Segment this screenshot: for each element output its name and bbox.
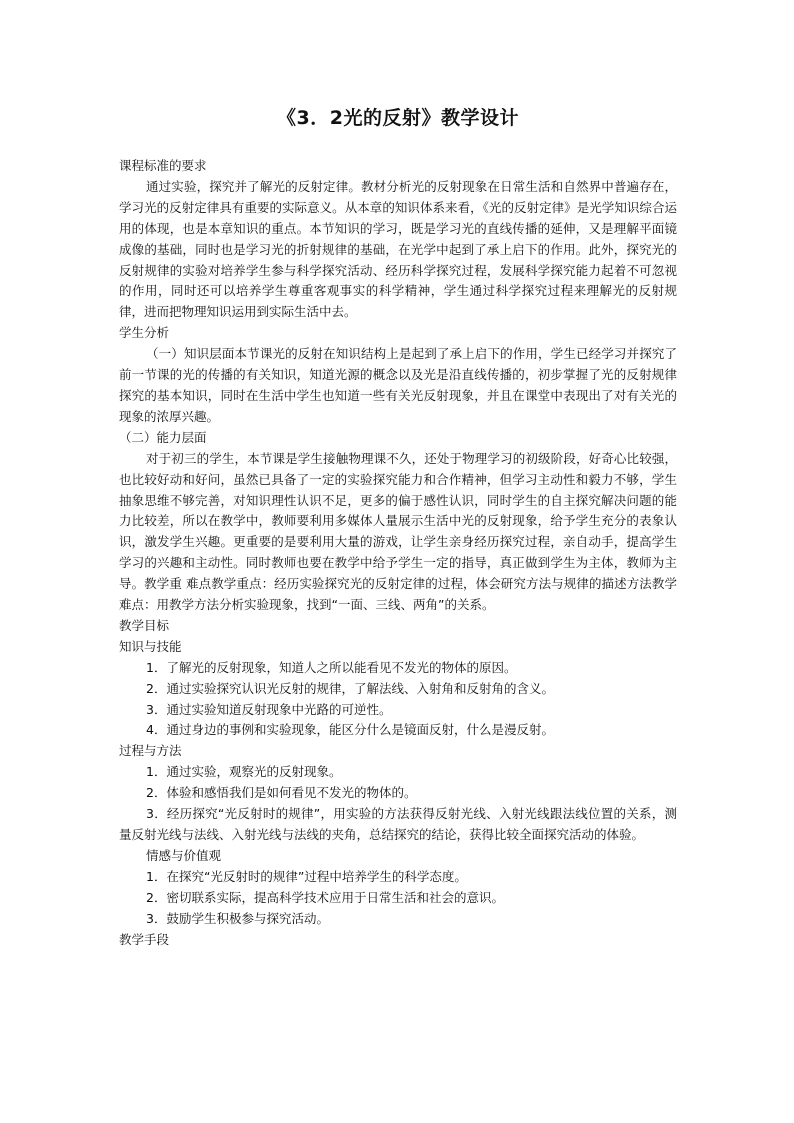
knowledge-skills-heading: 知识与技能 (119, 638, 182, 654)
list-item: 1．了解光的反射现象，知道人之所以能看见不发光的物体的原因。 (146, 659, 517, 675)
list-item: 3．鼓励学生积极参与探究活动。 (146, 910, 329, 926)
document-page (119, 0, 677, 1123)
teaching-goals-heading: 教学目标 (119, 617, 170, 633)
list-item: 2．密切联系实际，提高科学技术应用于日常生活和社会的意识。 (146, 889, 504, 905)
process-method-heading: 过程与方法 (119, 743, 182, 759)
ability-paragraph: 对于初三的学生，本节课是学生接触物理课不久，还处于物理学习的初级阶段，好奇心比较强，也比较好动和好问，虽然已具备了一定的实验探究能力和合作精神，但学习主动性和毅力不够，学生抽象思维不够完善，对知识理性认识不足，更多的偏于感性认识，同时学生的自主探究解决问题的能力比较差，所以在教学中，教师要利用多媒体人量展示生活中光的反射现象，给予学生充分的表象认识，激发学生兴趣。更重要的是要利用大量的游戏，让学生亲身经历探究过程，亲自动手，提高学生学习的兴趣和主动性。同时教师也要在教学中给予学生一定的指导，真正做到学生为主体，教师为主导。教学重 难点教学重点：经历实验探究光的反射定律的过程，体会研究方法与规律的描述方法教学难点：用教学方法分析实验现象，找到“一面、三线、两角”的关系。 (119, 450, 677, 613)
page-title: 《3．2光的反射》教学设计 (277, 107, 519, 129)
curriculum-paragraph: 通过实验，探究并了解光的反射定律。教材分析光的反射现象在日常生活和自然界中普遍存在，学习光的反射定律具有重要的实际意义。从本章的知识体系来看，《光的反射定律》是光学知识综合运用的体现，也是本章知识的重点。本节知识的学习，既是学习光的直线传播的延伸，又是理解平面镜成像的基础，同时也是学习光的折射规律的基础，在光学中起到了承上启下的作用。此外，探究光的反射规律的实验对培养学生参与科学探究活动、经历科学探究过程，发展科学探究能力起着不可忽视的作用，同时还可以培养学生尊重客观事实的科学精神，学生通过科学探究过程来理解光的反射规律，进而把物理知识运用到实际生活中去。 (119, 178, 677, 320)
student-knowledge-paragraph: （一）知识层面本节课光的反射在知识结构上是起到了承上启下的作用，学生已经学习并探究了前一节课的光的传播的有关知识，知道光源的概念以及光是沿直线传播的，初步掌握了光的反射规律探究的基本知识，同时在生活中学生也知道一些有关光反射现象，并且在课堂中表现出了对有关光的现象的浓厚兴趣。 (119, 346, 677, 424)
ability-heading: （二）能力层面 (119, 429, 207, 445)
curriculum-heading: 课程标准的要求 (119, 158, 207, 173)
list-item: 2．通过实验探究认识光反射的规律，了解法线、入射角和反射角的含义。 (146, 680, 554, 696)
list-item: 2．体验和感悟我们是如何看见不发光的物体的。 (146, 785, 417, 801)
list-item: 1．通过实验，观察光的反射现象。 (146, 764, 342, 780)
emotion-values-heading: 情感与价值观 (146, 847, 222, 863)
process-item-3-paragraph: 3．经历探究“光反射时的规律”，用实验的方法获得反射光线、入射光线跟法线位置的关系，测量反射光线与法线、入射光线与法线的夹角，总结探究的结论，获得比较全面探究活动的体验。 (119, 806, 677, 842)
list-item: 4．通过身边的事例和实验现象，能区分什么是镜面反射，什么是漫反射。 (146, 722, 554, 738)
list-item: 3．通过实验知道反射现象中光路的可逆性。 (146, 701, 392, 717)
list-item: 1．在探究“光反射时的规律”过程中培养学生的科学态度。 (146, 868, 467, 884)
student-analysis-heading: 学生分析 (119, 325, 170, 341)
document-body (119, 156, 677, 950)
teaching-means-heading: 教学手段 (119, 931, 170, 947)
